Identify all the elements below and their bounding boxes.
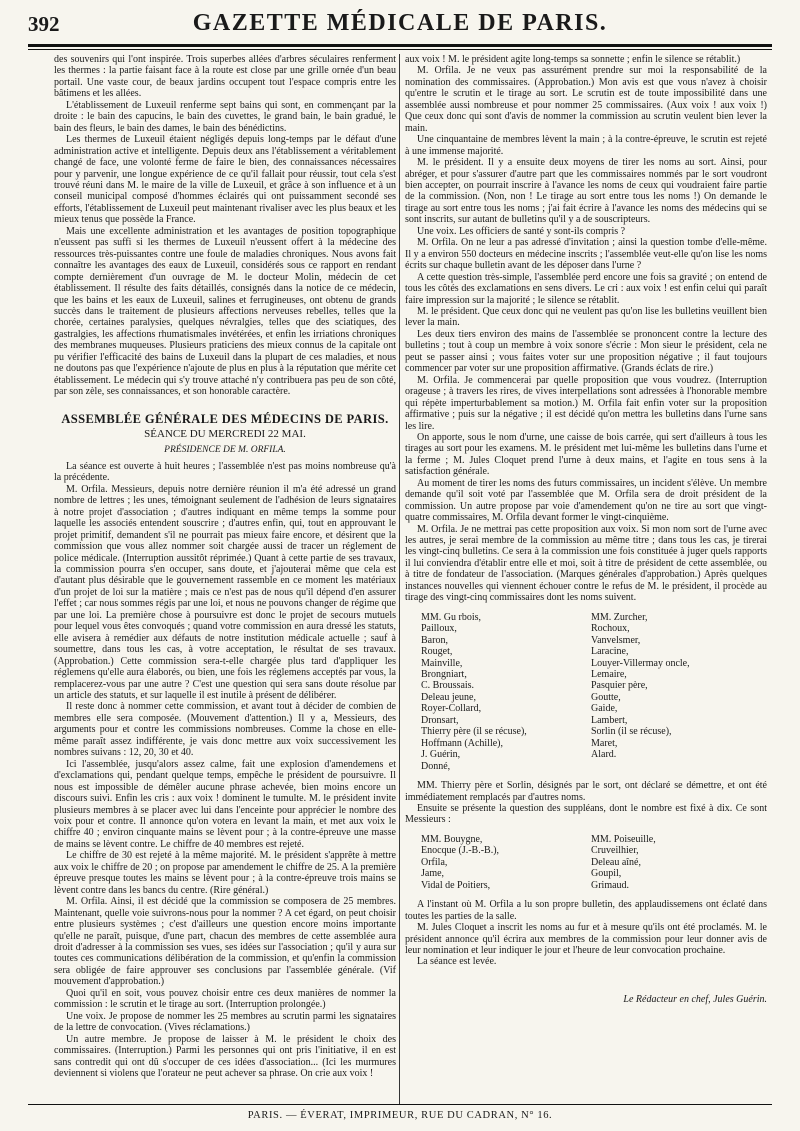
paragraph: Quoi qu'il en soit, vous pouvez choisir entre ces deux manières de nommer la commission : le scrutin et le tirage au sort. (Interruption prolongée.) <box>54 987 396 1011</box>
paragraph: Le chiffre de 30 est rejeté à la même majorité. M. le président s'apprête à mettre aux voix le chiffre de 20 ; on propose par amendement le chiffre de 25. A la première épreuve presque toutes les mains se lèvent pour ; à la contre-épreuve trois mains se lèvent contre dans les bancs du centre. (Rire général.) <box>54 850 396 896</box>
list-item: MM. Bouygne, MM. Poiseuille, <box>421 833 656 845</box>
list-item: MM. Gu rbois, MM. Zurcher, <box>421 611 648 623</box>
paragraph: aux voix ! M. le président agite long-temps sa sonnette ; enfin le silence se rétablit.) <box>405 54 741 65</box>
presidence-line: PRÉSIDENCE DE M. ORFILA. <box>164 444 286 455</box>
list-item: C. Broussais. Pasquier père, <box>421 680 648 692</box>
footer-rule <box>28 1104 772 1105</box>
paragraph: Au moment de tirer les noms des futurs commissaires, un incident s'élève. Un membre demande qu'il soit voté par l'assemblée que M. Orfila sera de droit président de la commission. Un autre propose par voie d'amendement qu'on ne tire au sort que vingt-quatre commissaires, M. Orfila devant former le vingt-cinquième. <box>405 477 767 524</box>
list-item: Thierry père (il se récuse), Sorlin (il se récuse), <box>421 726 672 738</box>
list-item: Baron, Vanvelsmer, <box>421 634 641 646</box>
header-rule-thick <box>28 44 772 47</box>
paragraph: La séance est levée. <box>417 956 497 968</box>
right-column <box>405 54 767 1005</box>
paragraph: Ici l'assemblée, jusqu'alors assez calme, fait une explosion d'amendemens et d'exclamations qui, pendant quelque temps, empêche le président de poursuivre. Il nous est impossible de démêler aucune phrase achevée, bien moins encore un discours suivi. Enfin les cris : aux voix ! dominent le tumulte. M. le président invite plusieurs membres à se placer avec lui dans l'enceinte pour apprécier le nombre des voix pour et contre. Il annonce qu'on votera en levant la main, et met aux voix le chiffre 40 ; environ cinquante mains se lèvent pour ; à la contre-épreuve une masse de mains se lèvent contre. Le chiffre de 40 membres est rejeté. <box>54 758 396 850</box>
list-item: Orfila, Deleau aîné, <box>421 856 641 868</box>
suppleans-list <box>421 834 767 891</box>
paragraph: Il reste donc à nommer cette commission, et avant tout à décider de combien de membres elle sera composée. (Mouvement d'attention.) Il y a, Messieurs, des arguments pour et contre les commissions nombreuses. Comme la chose en elle-même paraît assez indifférente, je vais donc mettre aux voix successivement les nombres suivans : 12, 20, 30 et 40. <box>54 701 396 759</box>
commissaires-list <box>421 612 767 772</box>
list-item: Mainville, Louyer-Villermay oncle, <box>421 657 690 669</box>
page-number: 392 <box>28 12 60 36</box>
list-item: Brongniart, Lemaire, <box>421 669 627 681</box>
paragraph: M. Jules Cloquet a inscrit les noms au fur et à mesure qu'ils ont été proclamés. M. le président annonce qu'il écrira aux membres de la commission pour leur donner avis de leur nomination et leur indiquer le jour et l'heure de leur convocation prochaine. <box>405 922 767 956</box>
paragraph: M. Orfila. Ainsi, il est décidé que la commission se composera de 25 membres. Maintenant, quelle voie suivrons-nous pour la nommer ? A cet égard, on peut choisir entre plusieurs systèmes ; c'est d'ailleurs une question encore moins importante qu'elle ne paraît, puisque, d'une part, chacun des membres de cette assemblée aura droit d'adresser à la commission ses vues, ses idées sur l'association ; qu'il y aura sur toutes ces communications délibération de la commission, et qu'enfin la commission sera obligée de faire approuver ses conclusions par l'assemblée générale. (Vif mouvement d'approbation.) <box>54 896 396 988</box>
paragraph: Les deux tiers environ des mains de l'assemblée se prononcent contre la lecture des bulletins ; tout à coup un membre à voix sonore s'écrie : Mon sieur le président, cela ne peut se passer ainsi ; vous faites voter sur une proposition négative ; il faut toujours commencer par voter sur une proposition affirmative. (Grands éclats de rire.) <box>405 328 767 375</box>
paragraph: Les thermes de Luxeuil étaient négligés depuis long-temps par le défaut d'une administration active et intelligente. Depuis deux ans l'établissement a véritablement changé de face, une volonté ferme de faire le bien, des connaissances nécessaires pour y parvenir, une longue expérience de ce qu'il fallait pour réussir, tout cela s'est trouvé réuni dans M. le maire de la ville de Luxeuil, et grâce à son influence et à un conseil municipal composé d'hommes éclairés qui ont puissamment secondé ses efforts, l'établissement de Luxeuil peut maintenant rivaliser avec les plus beaux et les mieux tenus que possède la France. <box>54 134 396 226</box>
paragraph: M. Orfila. Je ne veux pas assurément prendre sur moi la responsabilité de la nomination des commissaires. (Approbation.) Mon avis est que vous n'avez à choisir qu'entre le scrutin et le tirage au sort. Le scrutin est de toute impossibilité dans une assemblée aussi nombreuse et pour nommer 25 commissaires. (Aux voix ! aux voix !) Que ceux donc qui sont d'avis de nommer la commission au scrutin veulent bien lever la main. <box>405 65 767 134</box>
editor-signature: Le Rédacteur en chef, Jules Guérin. <box>623 993 767 1005</box>
paragraph: Une cinquantaine de membres lèvent la main ; à la contre-épreuve, le scrutin est rejeté à une immense majorité. <box>405 134 767 157</box>
column-divider <box>399 54 400 1104</box>
printer-footer: PARIS. — ÉVERAT, IMPRIMEUR, RUE DU CADRAN, N° 16. <box>247 1110 553 1121</box>
paragraph: Une voix. Les officiers de santé y sont-ils compris ? <box>417 225 626 237</box>
list-item: Rouget, Laracine, <box>421 646 629 658</box>
paragraph: des souvenirs qui l'ont inspirée. Trois superbes allées d'arbres séculaires renferment les thermes : la partie faisant face à la route est close par une grille ornée d'un beau portail. Une vaste cour, de beaux jardins occupent tout l'espace compris entre les bâtimens et les allées. <box>54 54 396 100</box>
masthead-title: GAZETTE MÉDICALE DE PARIS. <box>192 10 608 36</box>
paragraph: M. le président. Il y a ensuite deux moyens de tirer les noms au sort. Ainsi, pour abréger, et pour s'assurer d'autre part que les commissaires nommés par le sort voudront bien accepter, on pourrait inscrire à l'avance les noms de ceux qui voudraient faire partie de la commission. (Non, non ! Le tirage au sort entre tous les noms !) On demande le tirage au sort entre tous les noms ; j'ai fait écrire à l'avance les noms des médecins qui se sont inscrits, sur autant de bulletins qu'il y a de souscripteurs. <box>405 157 767 226</box>
paragraph: On apporte, sous le nom d'urne, une caisse de bois carrée, qui sert d'ailleurs à tous les tirages au sort pour les examens. M. le président met lui-même les bulletins dans l'urne et la ferme ; M. Jules Cloquet prend l'urne à deux mains, et l'agite en tous sens à la satisfaction générale. <box>405 431 767 478</box>
list-item: Donné, <box>421 760 451 772</box>
header-rule-thin <box>28 49 772 50</box>
list-item: Hoffmann (Achille), Maret, <box>421 737 618 749</box>
section-title: ASSEMBLÉE GÉNÉRALE DES MÉDECINS DE PARIS. <box>61 411 389 426</box>
page-header <box>28 8 772 44</box>
list-item: Vidal de Poitiers, Grimaud. <box>421 879 630 891</box>
list-item: Deleau jeune, Goutte, <box>421 691 621 703</box>
paragraph: Ensuite se présente la question des suppléans, dont le nombre est fixé à dix. Ce sont Messieurs : <box>405 803 767 826</box>
list-item: J. Guérin, Alard. <box>421 749 617 761</box>
paragraph: M. Orfila. Messieurs, depuis notre dernière réunion il m'a été adressé un grand nombre de lettres ; les unes, témoignant seulement de l'adhésion de leurs signataires à notre projet d'association ; d'autres indiquant en même temps la somme pour laquelle les associés entendent souscrire ; d'autres enfin, qui, tout en approuvant le projet primitif, demandent s'il ne pourrait pas mieux faire encore, et désirent que la commission que vous allez nommer soit chargée aussi de tracer un réglement de police médicale. (Interruption aussitôt réprimée.) Quant à cette partie de ses travaux, la commission pourra s'en occuper, sans doute, et j'ajouterai même que cela est d'autant plus désirable que le gouvernement rassemble en ce moment les matériaux d'un projet de loi sur la matière ; mais ce n'est pas de nous qu'il dépend d'en assurer l'effet ; car nous sommes régis par une loi, et nous ne pouvons changer de régime que par une loi. La première chose à poursuivre est donc le projet de secours mutuels pour lequel vous êtes convoqués ; quand votre commission en aura dressé les statuts, elle avisera à remédier aux défauts de notre institution médicale actuelle ; sauf à soumettre, dans tous les cas, à votre acceptation, le résultat de ses travaux. (Approbation.) Cette commission sera-t-elle chargée plus tard d'appliquer les réglemens qu'elle aura élaborés, ou bien, une fois les réglemens acceptés par vous, la remplacerez-vous par une autre ? C'est une question qui sera sans doute résolue par un article des statuts, et sur laquelle il est inutile à présent de délibérer. <box>54 483 396 702</box>
list-item: Royer-Collard, Gaide, <box>421 703 618 715</box>
paragraph: M. Orfila. Je commencerai par quelle proposition que vous voudrez. (Interruption orageuse ; à travers les rires, de vives interpellations sont adressées à l'honorable membre qui répète imperturbablement sa motion.) M. Orfila fait enfin voter sur la proposition affirmative ; puis sur la négative ; il est décidé qu'on mettra les bulletins dans l'urne sans les lire. <box>405 374 767 432</box>
paragraph: MM. Thierry père et Sorlin, désignés par le sort, ont déclaré se démettre, et ont été immédiatement remplacés par d'autres noms. <box>405 780 767 803</box>
session-heading: SÉANCE DU MERCREDI 22 MAI. <box>144 428 306 441</box>
paragraph: A l'instant où M. Orfila a lu son propre bulletin, des applaudissemens ont éclaté dans toutes les parties de la salle. <box>405 899 767 922</box>
paragraph: L'établissement de Luxeuil renferme sept bains qui sont, en commençant par la droite : le bain des capucins, le bain des cuvettes, le grand bain, le bain gradué, le bain des fleurs, le bain des dames, le bain des bénédictins. <box>54 99 396 134</box>
list-item: Pailloux, Rochoux, <box>421 623 630 635</box>
paragraph: Un autre membre. Je propose de laisser à M. le président le choix des commissaires. (Interruption.) Parmi les personnes qui ont pris l'initiative, il en est sans contredit qui ont dû s'occuper de ces idées d'association... (Ici les murmures deviennent si violens que l'orateur ne peut achever sa phrase. On crie aux voix ! <box>54 1033 396 1079</box>
paragraph: Mais une excellente administration et les avantages de position topographique n'eussent pas suffi si les thermes de Luxeuil n'eussent offert à la médecine des ressources très-puissantes contre une foule de maladies chroniques. Nous avons fait connaître les avantages des eaux de Luxeuil, considérés sous ce rapport en rendant compte dernièrement d'un ouvrage de M. le docteur Molin, médecin de cet établissement. Il résulte des faits détaillés, consignés dans la notice de ce médecin, que les bains et les eaux de Luxeuil, salines et ferrugineuses, ont obtenu de grands succès dans le traitement de plusieurs affections nerveuses rebelles, telles que la chorée, certaines paralysies, quelques névralgies, telles que des sciatiques, des gastralgies, les affections rhumatismales invétérées, et enfin les irriations chroniques des membranes muqueuses. Plusieurs praticiens des mieux connus de la capitale ont pu vérifier l'efficacité des bains de Luxeuil dans la plupart de ces maladies, et nous ne doutons pas que l'expérience n'ajoute de plus en plus à la réputation que mérite cet établissement. Le médecin qui s'y trouve attaché n'y contribuera pas peu de son côté, par son zèle, ses connaissances, et son honorable caractère. <box>54 225 396 398</box>
paragraph: M. Orfila. Je ne mettrai pas cette proposition aux voix. Si mon nom sort de l'urne avec les autres, je serai membre de la commission au même titre ; dans tous les cas, je tirerai les vingt-cinq bulletins. Ce sera à la commission une fois constituée à juger quels rapports il lui conviendra d'établir entre elle et moi, soit à titre de président de cette assemblée, ou à titre de fondateur de l'association. (Marques générales d'approbation.) Après quelques instances nouvelles qui viennent échouer contre le refus de M. le président, il procède au tirage des vingt-cinq commissaires dont les noms suivent. <box>405 523 767 604</box>
list-item: Jame, Goupil, <box>421 868 622 880</box>
paragraph: Une voix. Je propose de nommer les 25 membres au scrutin parmi les signataires de la lettre de convocation. (Vives réclamations.) <box>54 1010 396 1034</box>
paragraph: A cette question très-simple, l'assemblée perd encore une fois sa gravité ; on entend de tous les côtés des exclamations en sens divers. Le cri : aux voix ! est enfin celui qui paraît faire impression sur la majorité ; le silence se rétablit. <box>405 271 767 306</box>
left-column <box>54 54 396 1079</box>
list-item: Enocque (J.-B.-B.), Cruveilhier, <box>421 845 639 857</box>
paragraph: M. Orfila. On ne leur a pas adressé d'invitation ; ainsi la question tombe d'elle-même. Il y a environ 550 docteurs en médecine inscrits ; l'assemblée veut-elle qu'on lise les noms écrits sur chaque bulletin avant de les déposer dans l'urne ? <box>405 237 767 272</box>
paragraph: La séance est ouverte à huit heures ; l'assemblée n'est pas moins nombreuse qu'à la précédente. <box>54 460 396 484</box>
paragraph: M. le président. Que ceux donc qui ne veulent pas qu'on lise les bulletins veuillent bien lever la main. <box>405 305 767 329</box>
list-item: Dronsart, Lambert, <box>421 714 628 726</box>
